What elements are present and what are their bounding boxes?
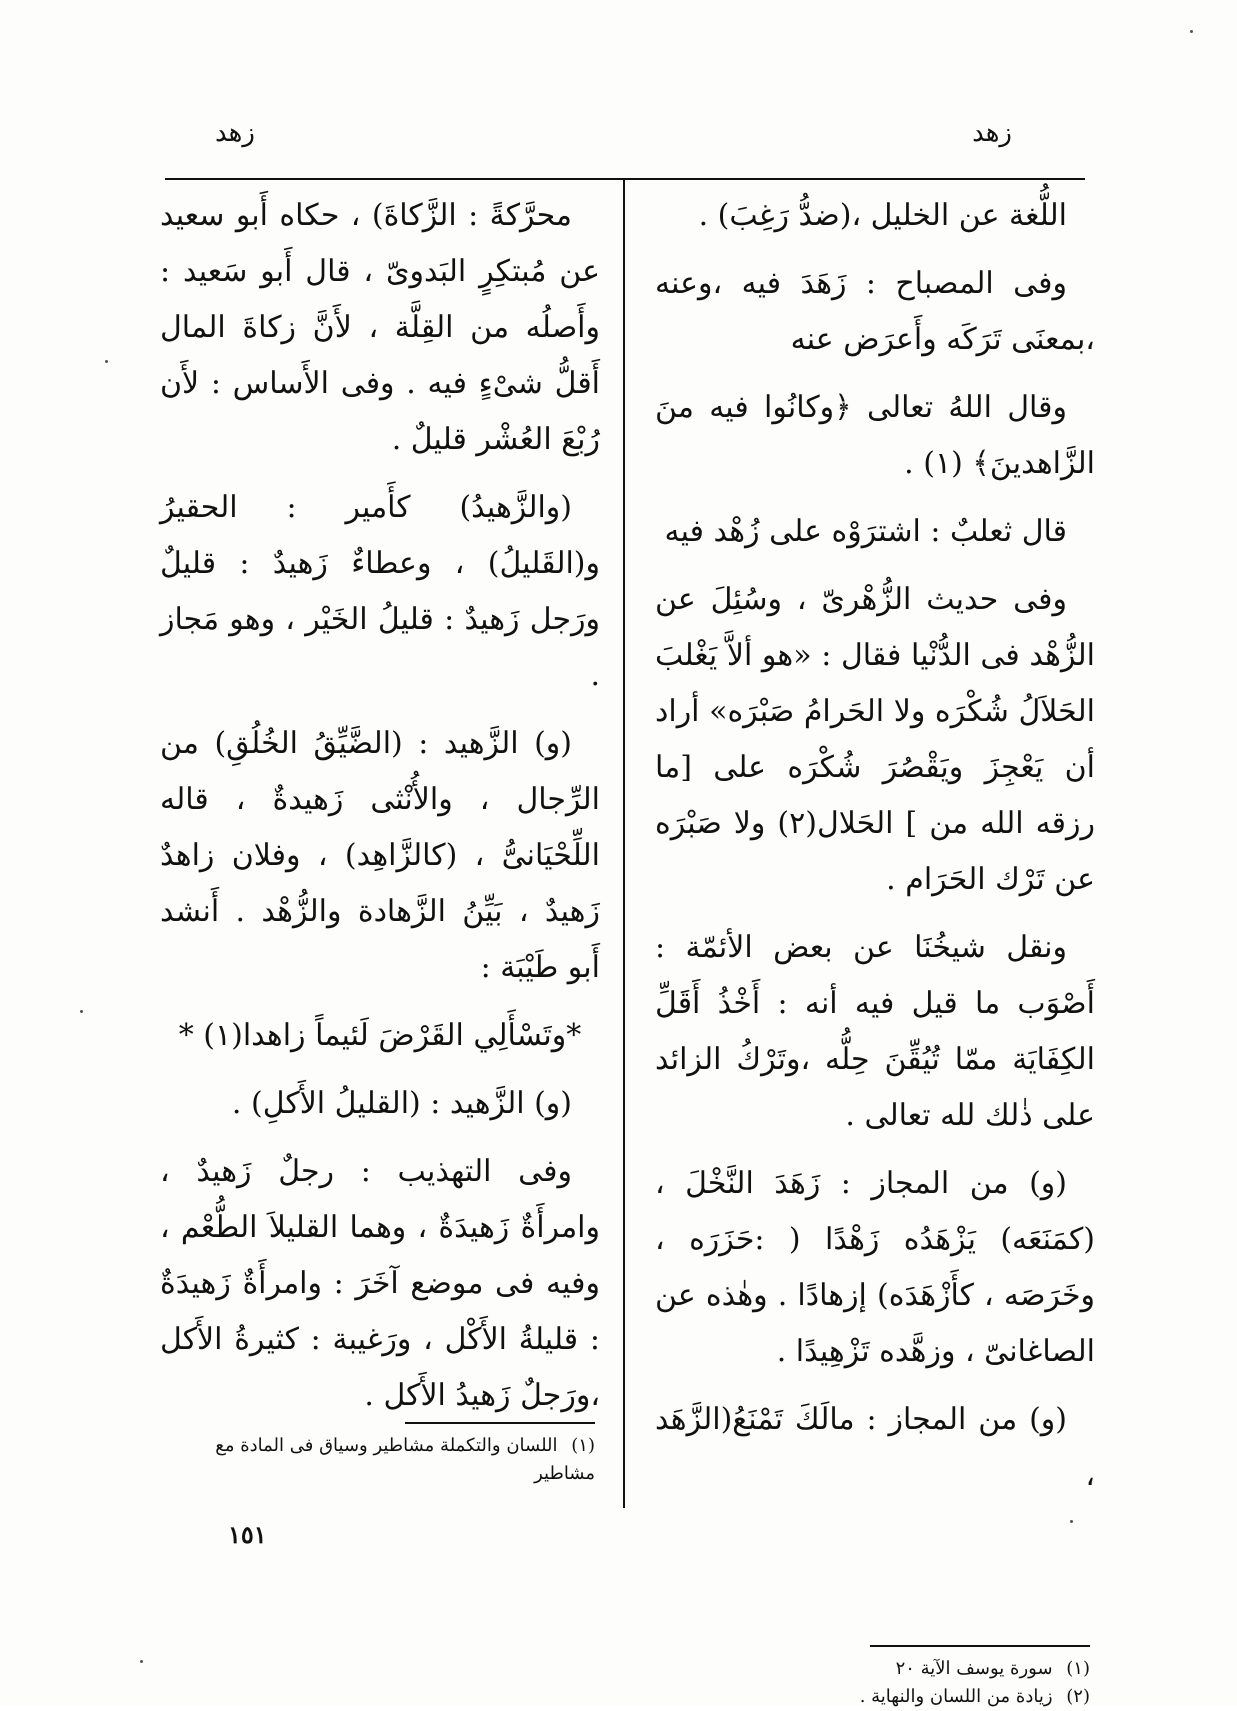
right-paragraph-2: وفى المصباح : زَهَدَ فيه ،وعنه ،بمعنَى تَرَكَه وأَعرَض عنه — [655, 266, 1095, 357]
footnote-rule-left — [405, 1422, 595, 1424]
verse-line: *وتَسْأَلِي القَرْضَ لَئيماً زاهدا(١) * — [178, 1018, 582, 1053]
footnote-item — [165, 1432, 595, 1488]
scan-speck — [1190, 30, 1193, 33]
right-paragraph-5: وفى حديث الزُّهْرىّ ، وسُئِلَ عن الزُّهْد فى الدُّنْيا فقال : «هو ألاَّ يَغْلبَ الحَلاَلُ شُكْرَه ولا الحَرامُ صَبْرَه» أراد أن يَعْجِزَ ويَقْصُرَ شُكْرَه على [ما رزقه الله من ] الحَلال(٢) ولا صَبْرَه عن تَرْك الحَرَام . — [655, 582, 1095, 897]
right-paragraph-7: (و) من المجاز : زَهَدَ النَّخْلَ ، (كمَنَعَه) يَزْهَدُه زَهْدًا ( :حَزَرَه ، وخَرَصَه ، كأَزْهَدَه) إزهادًا . وهٰذه عن الصاغانىّ ، وزهَّده تَزْهِيدًا . — [655, 1166, 1095, 1369]
footnote-text: زيادة من اللسان والنهاية . — [859, 1686, 1053, 1707]
left-column — [160, 188, 600, 1436]
running-header-right: زهد — [972, 118, 1012, 148]
footnote-number: (١) — [571, 1435, 595, 1456]
right-paragraph-8: (و) من المجاز : مالَكَ تَمْنَعُ(الزَّهَد ، — [655, 1402, 1095, 1493]
left-paragraph-4: (و) الزَّهيد : (القليلُ الأَكلِ) . — [231, 1086, 572, 1121]
running-header-left: زهد — [215, 118, 255, 148]
right-paragraph-1: اللُّغة عن الخليل ،(ضدُّ رَغِبَ) . — [698, 198, 1067, 233]
scan-speck — [80, 1010, 83, 1013]
footnote-rule-right — [870, 1645, 1090, 1647]
footnote-text: سورة يوسف الآية ٢٠ — [895, 1658, 1053, 1679]
scan-speck — [140, 1660, 143, 1663]
right-paragraph-6: ونقل شيخُنَا عن بعض الأئمّة : أَصْوَب ما قيل فيه أنه : أَخْذُ أَقَلِّ الكِفَايَة ممّا تُيُقِّنَ حِلُّه ،وتَرْكُ الزائد على ذٰلك لله تعالى . — [655, 930, 1095, 1133]
footnote-item — [760, 1655, 1090, 1683]
column-divider — [623, 178, 625, 1508]
footnote-number: (١) — [1066, 1658, 1090, 1679]
right-paragraph-4: قال ثعلبٌ : اشترَوْه على زُهْد فيه — [664, 514, 1067, 549]
scan-speck — [1070, 1520, 1073, 1523]
footnote-item — [760, 1683, 1090, 1711]
scan-speck — [105, 360, 108, 363]
footnotes-right — [760, 1655, 1090, 1711]
right-paragraph-3: وقال اللهُ تعالى ﴿وكانُوا فيه منَ الزَّاهدينَ﴾ (١) . — [655, 390, 1095, 481]
page-number: ١٥١ — [228, 1520, 267, 1549]
footnote-text: اللسان والتكملة مشاطير وسياق فى المادة مع مشاطير — [215, 1435, 595, 1484]
footnotes-left — [165, 1432, 595, 1488]
footnote-number: (٢) — [1066, 1686, 1090, 1707]
header-rule — [165, 178, 1085, 180]
left-paragraph-2: (والزَّهيدُ) كأَمير : الحقيرُ و(القَليلُ) ، وعطاءٌ زَهيدٌ : قليلٌ ورَجل زَهيدٌ : قليلُ الخَيْر ، وهو مَجاز . — [160, 490, 600, 693]
right-column — [655, 188, 1095, 1516]
left-paragraph-3: (و) الزَّهيد : (الضَّيِّقُ الخُلُقِ) من الرِّجال ، والأُنْثى زَهيدةٌ ، قاله اللِّحْيَانىُّ ، (كالزَّاهِد) ، وفلان زاهدٌ زَهيدٌ ، بَيِّنُ الزَّهادة والزُّهْد . أَنشد أَبو طَيْبَة : — [160, 726, 600, 985]
left-paragraph-5: وفى التهذيب : رجلٌ زَهيدٌ ، وامرأَةٌ زَهيدَةٌ ، وهما القليلاَ الطُّعْم ، وفيه فى موضع آخَرَ : وامرأَةٌ زَهيدَةٌ : قليلةُ الأَكْل ، ورَغيبة : كثيرةُ الأَكل ،ورَجلٌ زَهيدُ الأَكل . — [160, 1154, 600, 1413]
left-paragraph-1: محرَّكةً : الزَّكاةَ) ، حكاه أَبو سعيد عن مُبتكِرٍ البَدوىّ ، قال أَبو سَعيد : وأَصلُه من القِلَّة ، لأَنَّ زكاةَ المال أَقلُّ شىْءٍ فيه . وفى الأَساس : لأَن رُبْعَ العُشْر قليلٌ . — [160, 198, 600, 457]
